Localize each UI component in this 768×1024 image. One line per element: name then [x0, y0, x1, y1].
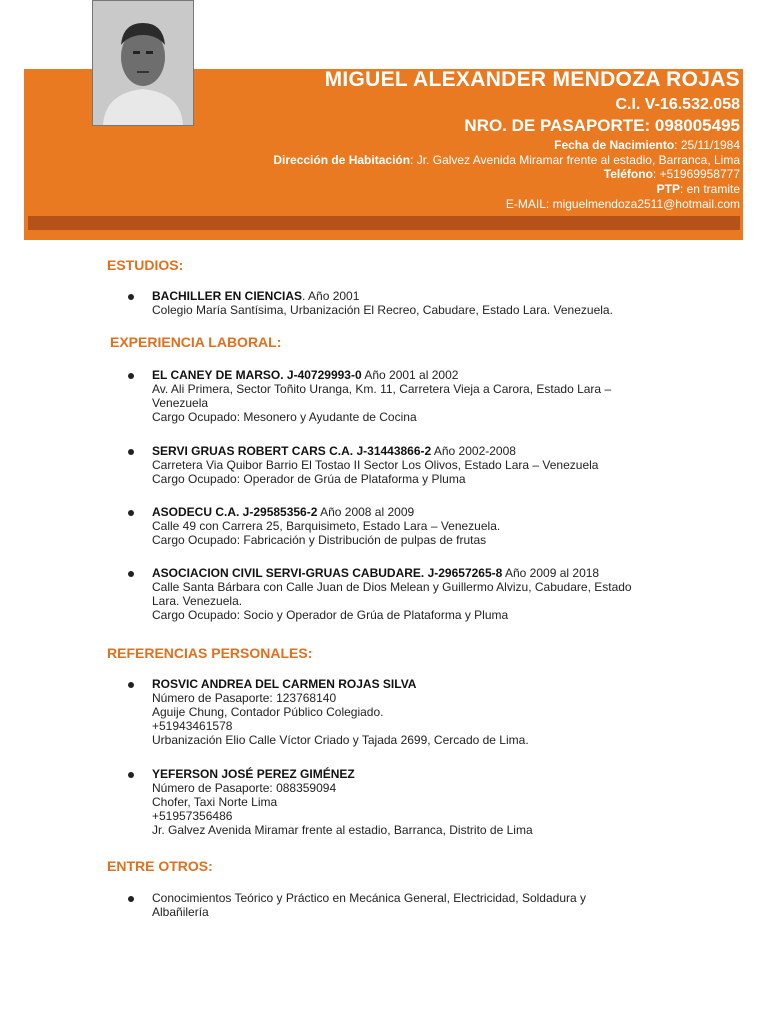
list-item [152, 444, 692, 486]
entry-year: Año 2001 al 2002 [361, 368, 459, 382]
list-bullet [128, 896, 134, 902]
entry-title: SERVI GRUAS ROBERT CARS C.A. J-31443866-2 [152, 444, 432, 458]
candidate-name: MIGUEL ALEXANDER MENDOZA ROJAS [324, 68, 740, 91]
entry-line: Cargo Ocupado: Fabricación y Distribución de pulpas de frutas [152, 533, 487, 547]
entry-line: Cargo Ocupado: Operador de Grúa de Plataforma y Pluma [152, 472, 466, 486]
header-divider-bar [28, 216, 740, 230]
entry-line: Aguije Chung, Contador Público Colegiado. [152, 705, 384, 719]
list-bullet [128, 571, 134, 577]
entry-line: +51957356486 [152, 809, 233, 823]
address-value: : Jr. Galvez Avenida Miramar frente al estadio, Barranca, Lima [410, 153, 740, 167]
address-label: Dirección de Habitación [273, 153, 411, 167]
entry-line: Calle Santa Bárbara con Calle Juan de Dios Melean y Guillermo Alvizu, Cabudare, Estado [152, 580, 632, 594]
entry-title: BACHILLER EN CIENCIAS [152, 289, 303, 303]
entry-year: . Año 2001 [302, 289, 360, 303]
list-item [152, 891, 692, 919]
entry-line: Número de Pasaporte: 088359094 [152, 781, 337, 795]
list-item [152, 566, 692, 622]
entry-line: Conocimientos Teórico y Práctico en Mecánica General, Electricidad, Soldadura y [152, 891, 586, 905]
entry-line: Chofer, Taxi Norte Lima [152, 795, 278, 809]
entry-year: Año 2002-2008 [431, 444, 516, 458]
entry-line: Colegio María Santísima, Urbanización El Recreo, Cabudare, Estado Lara. Venezuela. [152, 303, 613, 317]
list-item [152, 677, 692, 747]
entry-title: ASODECU C.A. J-29585356-2 [152, 505, 318, 519]
entry-line: Jr. Galvez Avenida Miramar frente al estadio, Barranca, Distrito de Lima [152, 823, 533, 837]
entry-line: Cargo Ocupado: Mesonero y Ayudante de Cocina [152, 410, 417, 424]
entry-title: YEFERSON JOSÉ PEREZ GIMÉNEZ [152, 767, 355, 781]
entry-title: ASOCIACION CIVIL SERVI-GRUAS CABUDARE. J-29657265-8 [152, 566, 503, 580]
entry-line: Calle 49 con Carrera 25, Barquisimeto, Estado Lara – Venezuela. [152, 519, 501, 533]
list-bullet [128, 373, 134, 379]
profile-photo [92, 0, 194, 126]
list-bullet [128, 510, 134, 516]
entry-line: Venezuela [152, 396, 209, 410]
list-item [152, 289, 692, 317]
section-heading-referencias: REFERENCIAS PERSONALES: [107, 645, 313, 661]
list-bullet [128, 449, 134, 455]
entry-year: Año 2009 al 2018 [502, 566, 600, 580]
entry-line: Urbanización Elio Calle Víctor Criado y Tajada 2699, Cercado de Lima. [152, 733, 529, 747]
birth-label: Fecha de Nacimiento [554, 138, 675, 152]
entry-line: Av. Ali Primera, Sector Toñito Uranga, Km. 11, Carretera Vieja a Carora, Estado Lara – [152, 382, 612, 396]
list-item [152, 368, 692, 424]
list-bullet [128, 294, 134, 300]
phone-value: : +51969958777 [652, 167, 740, 181]
email-link[interactable]: E-MAIL: miguelmendoza2511@hotmail.com [505, 197, 740, 211]
section-heading-experiencia: EXPERIENCIA LABORAL: [110, 334, 282, 350]
entry-line: Cargo Ocupado: Socio y Operador de Grúa de Plataforma y Pluma [152, 608, 509, 622]
entry-line: Albañilería [152, 905, 209, 919]
ptp-status [657, 182, 740, 196]
entry-title: EL CANEY DE MARSO. J-40729993-0 [152, 368, 362, 382]
phone-label: Teléfono [603, 167, 653, 181]
list-bullet [128, 772, 134, 778]
birth-value: : 25/11/1984 [674, 138, 740, 152]
section-heading-estudios: ESTUDIOS: [107, 257, 184, 273]
ptp-label: PTP [656, 182, 680, 196]
entry-year: Año 2008 al 2009 [317, 505, 415, 519]
passport-number: NRO. DE PASAPORTE: 098005495 [464, 116, 740, 135]
list-bullet [128, 682, 134, 688]
home-address [273, 153, 740, 167]
entry-line: Número de Pasaporte: 123768140 [152, 691, 337, 705]
entry-line: Lara. Venezuela. [152, 594, 243, 608]
ptp-value: : en tramite [679, 182, 740, 196]
id-number: C.I. V-16.532.058 [615, 96, 740, 113]
entry-line: Carretera Via Quibor Barrio El Tostao II Sector Los Olivos, Estado Lara – Venezuela [152, 458, 599, 472]
list-item [152, 505, 692, 547]
entry-title: ROSVIC ANDREA DEL CARMEN ROJAS SILVA [152, 677, 417, 691]
section-heading-otros: ENTRE OTROS: [107, 858, 213, 874]
list-item [152, 767, 692, 837]
entry-line: +51943461578 [152, 719, 233, 733]
phone [604, 167, 740, 181]
birth-date [554, 138, 740, 152]
